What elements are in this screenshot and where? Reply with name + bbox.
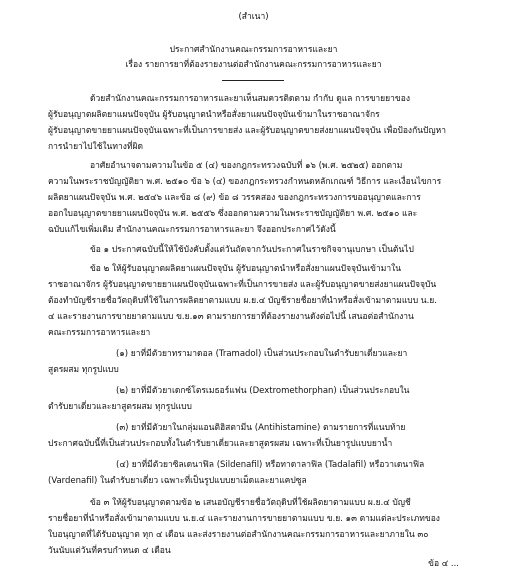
clause-2-line: ข้อ ๒ ให้ผู้รับอนุญาตผลิตยาแผนปัจจุบัน ผู้รับอนุญาตนำหรือสั่งยาแผนปัจจุบันเข้ามาใน xyxy=(90,264,402,274)
clause-3-line: รายชื่อยาที่นำหรือสั่งเข้ามาตามแบบ น.ย.๔ และรายงานการขายยาตามแบบ ข.ย. ๑๓ ตามแต่ละประเภทของ xyxy=(48,514,440,524)
drug-item-4: (๔) ยาที่มีตัวยาซิลเดนาฟิล (Sildenafil) หรือทาดาลาฟิล (Tadalafil) หรือวาเดนาฟิล xyxy=(116,460,425,470)
subject-line: เรื่อง รายการยาที่ต้องรายงานต่อสำนักงานคณะกรรมการอาหารและยา xyxy=(125,60,382,70)
drug-item-2-continued: ตำรับยาเดี่ยวและยาสูตรผสม ทุกรูปแบบ xyxy=(48,402,192,412)
paragraph-1-line: ผู้รับอนุญาตขายยาแผนปัจจุบันเฉพาะที่เป็นการขายส่ง และผู้รับอนุญาตขายส่งยาแผนปัจจุบัน เพื่อป้องกันปัญหา xyxy=(48,126,447,136)
clause-2-line: คณะกรรมการอาหารและยา xyxy=(48,328,151,338)
title-divider xyxy=(222,80,284,81)
clause-2-line: ๔ และรายงานการขายยาตามแบบ ข.ย.๑๓ ตามรายการยาที่ต้องรายงานดังต่อไปนี้ เสนอต่อสำนักงาน xyxy=(48,312,414,322)
clause-2-line: ต้องทำบัญชีรายชื่อวัตถุดิบที่ใช้ในการผลิตยาตามแบบ ผ.ย.๔ บัญชีรายชื่อยาที่นำหรือสั่งเข้ามาตามแบบ น.ย. xyxy=(48,296,437,306)
paragraph-1-line: ด้วยสำนักงานคณะกรรมการอาหารและยาเห็นสมควรติดตาม กำกับ ดูแล การขายยาของ xyxy=(90,94,410,104)
paragraph-1-line: การนำยาไปใช้ในทางที่ผิด xyxy=(48,142,144,152)
announcement-title: ประกาศสำนักงานคณะกรรมการอาหารและยา xyxy=(169,45,338,55)
clause-3-line: ใบอนุญาตที่ได้รับอนุญาต ทุก ๔ เดือน และส่งรายงานต่อสำนักงานคณะกรรมการอาหารและยาภายใน ๓๐ xyxy=(48,530,429,540)
drug-item-4-continued: (Vardenafil) ในตำรับยาเดี่ยว เฉพาะที่เป็นรูปแบบยาเม็ดและยาแคปซูล xyxy=(48,476,307,486)
paragraph-1-line: ผู้รับอนุญาตผลิตยาแผนปัจจุบัน ผู้รับอนุญาตนำหรือสั่งยาแผนปัจจุบันเข้ามาในราชอาณาจักร xyxy=(48,110,380,120)
clause-3-line: วันนับแต่วันที่ครบกำหนด ๔ เดือน xyxy=(48,546,171,556)
drug-item-2: (๒) ยาที่มีตัวยาเดกซ์โตรเมธอร์แฟน (Dextromethorphan) เป็นส่วนประกอบใน xyxy=(116,386,410,396)
paragraph-2-line: ความในพระราชบัญญัติยา พ.ศ. ๒๕๑๐ ข้อ ๖ (๔) ของกฎกระทรวงกำหนดหลักเกณฑ์ วิธีการ และเงื่อนไขการ xyxy=(48,177,442,187)
paragraph-2-line: อาศัยอำนาจตามความในข้อ ๕ (๔) ของกฎกระทรวงฉบับที่ ๑๖ (พ.ศ. ๒๕๒๕) ออกตาม xyxy=(90,161,403,171)
drug-item-3-continued: ประกาศฉบับนี้ที่เป็นส่วนประกอบทั้งในตำรับยาเดี่ยวและยาสูตรผสม เฉพาะที่เป็นยารูปแบบยาน้ำ xyxy=(48,439,393,449)
clause-3-line: ข้อ ๓ ให้ผู้รับอนุญาตตามข้อ ๒ เสนอบัญชีรายชื่อวัตถุดิบที่ใช้ผลิตยาตามแบบ ผ.ย.๔ บัญชี xyxy=(90,498,411,508)
paragraph-2-line: ฉบับแก้ไขเพิ่มเติม สำนักงานคณะกรรมการอาหารและยา จึงออกประกาศไว้ดังนี้ xyxy=(48,225,336,235)
clause-1: ข้อ ๑ ประกาศฉบับนี้ให้ใช้บังคับตั้งแต่วันถัดจากวันประกาศในราชกิจจานุเบกษา เป็นต้นไป xyxy=(90,245,414,255)
paragraph-2-line: ผลิตยาแผนปัจจุบัน พ.ศ. ๒๕๔๖ และข้อ ๘ (๙) ข้อ ๘ วรรคสอง ของกฎกระทรวงการขออนุญาตและการ xyxy=(48,193,421,203)
drug-item-3: (๓) ยาที่มีตัวยาในกลุ่มแอนติฮิสตามีน (Antihistamine) ตามรายการที่แนบท้าย xyxy=(116,423,406,433)
drug-item-1-continued: สูตรผสม ทุกรูปแบบ xyxy=(48,365,119,375)
drug-item-1: (๑) ยาที่มีตัวยาทรามาดอล (Tramadol) เป็นส่วนประกอบในตำรับยาเดี่ยวและยา xyxy=(116,349,408,359)
copy-label: (สำเนา) xyxy=(238,12,269,22)
clause-2-line: ราชอาณาจักร ผู้รับอนุญาตขายยาแผนปัจจุบันเฉพาะที่เป็นการขายส่ง และผู้รับอนุญาตขายส่งยาแผนปัจจุบัน xyxy=(48,280,437,290)
continuation-marker: ข้อ ๔ ... xyxy=(428,559,459,569)
paragraph-2-line: ออกใบอนุญาตขายยาแผนปัจจุบัน พ.ศ. ๒๕๕๖ ซึ่งออกตามความในพระราชบัญญัติยา พ.ศ. ๒๕๑๐ และ xyxy=(48,209,418,219)
